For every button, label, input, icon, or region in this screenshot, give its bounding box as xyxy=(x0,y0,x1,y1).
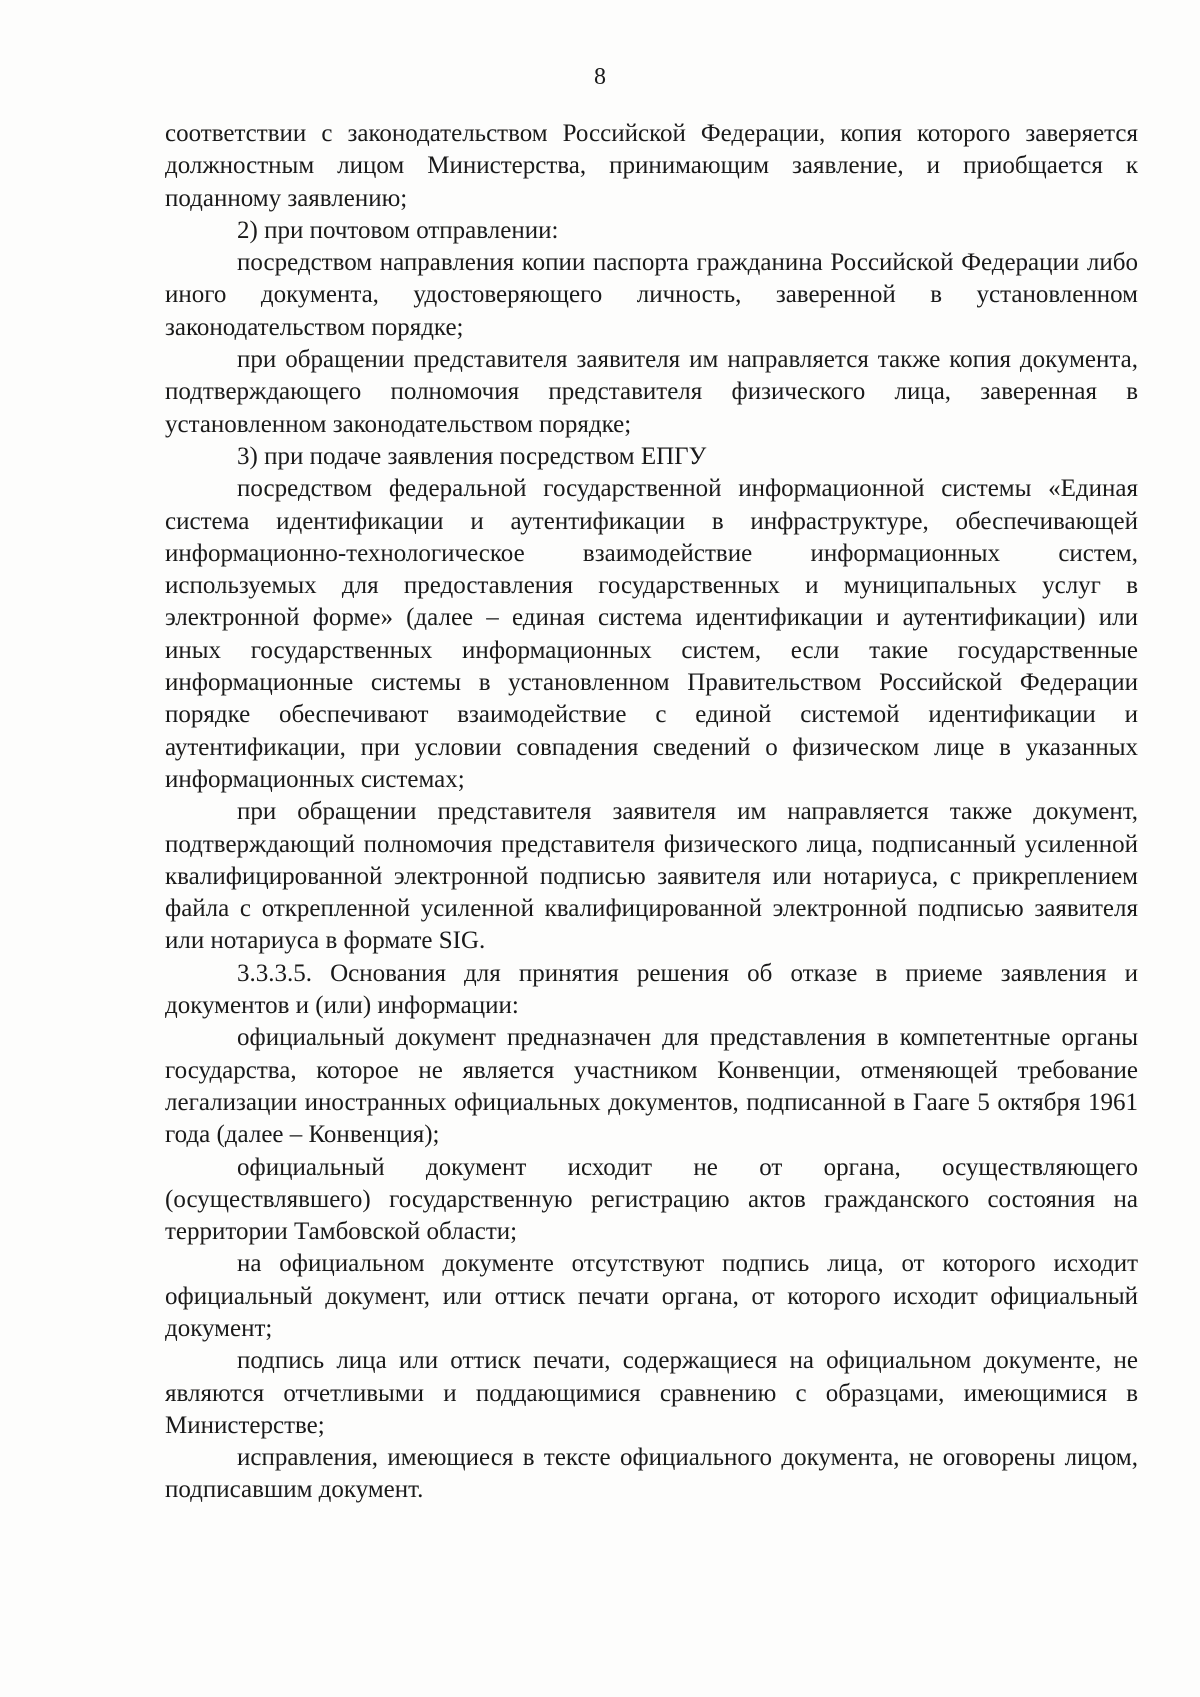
paragraph-continuation: соответствии с законодательством Российской Федерации, копия которого заверяется должностным лицом Министерства, принимающим заявление, и приобщается к поданному заявлению; xyxy=(165,120,1138,212)
paragraph: при обращении представителя заявителя им направляется также документ, подтверждающий полномочия представителя физического лица, подписанный усиленной квалифицированной электронной подписью заявителя или нотариуса, с прикреплением файла с открепленной усиленной квалифицированной электронной подписью заявителя или нотариуса в формате SIG. xyxy=(165,798,1138,955)
paragraph-item-postal: 2) при почтовом отправлении: xyxy=(237,216,559,244)
paragraph: посредством направления копии паспорта гражданина Российской Федерации либо иного документа, удостоверяющего личность, заверенной в установленном законодательством порядке; xyxy=(165,249,1138,341)
paragraph-section-3-3-3-5: 3.3.3.5. Основания для принятия решения об отказе в приеме заявления и документов и (или) информации: xyxy=(165,959,1138,1020)
paragraph: официальный документ предназначен для представления в компетентные органы государства, которое не является участником Конвенции, отменяющей требование легализации иностранных официальных документов, подписанной в Гааге 5 октября 1961 года (далее – Конвенция); xyxy=(165,1024,1138,1149)
paragraph: исправления, имеющиеся в тексте официального документа, не оговорены лицом, подписавшим документ. xyxy=(165,1444,1138,1504)
paragraph: посредством федеральной государственной информационной системы «Единая система идентификации и аутентификации в инфраструктуре, обеспечивающей информационно-технологическое взаимодействие информационных систем, используемых для предоставления государственных и муниципальных услуг в электронной форме» (далее – единая система идентификации и аутентификации) или иных государственных информационных систем, если такие государственные информационные системы в установленном Правительством Российской Федерации порядке обеспечивают взаимодействие с единой системой идентификации и аутентификации, при условии совпадения сведений о физическом лице в указанных информационных системах; xyxy=(165,475,1138,793)
paragraph: официальный документ исходит не от органа, осуществляющего (осуществлявшего) государственную регистрацию актов гражданского состояния на территории Тамбовской области; xyxy=(165,1153,1138,1246)
paragraph: при обращении представителя заявителя им направляется также копия документа, подтверждающего полномочия представителя физического лица, заверенная в установленном законодательством порядке; xyxy=(165,346,1138,438)
page-number: 8 xyxy=(594,64,606,90)
document-body xyxy=(165,118,1138,1507)
paragraph: на официальном документе отсутствуют подпись лица, от которого исходит официальный документ, или оттиск печати органа, от которого исходит официальный документ; xyxy=(165,1250,1138,1342)
paragraph-item-epgu: 3) при подаче заявления посредством ЕПГУ xyxy=(237,442,707,470)
paragraph: подпись лица или оттиск печати, содержащиеся на официальном документе, не являются отчетливыми и поддающимися сравнению с образцами, имеющимися в Министерстве; xyxy=(165,1347,1138,1439)
